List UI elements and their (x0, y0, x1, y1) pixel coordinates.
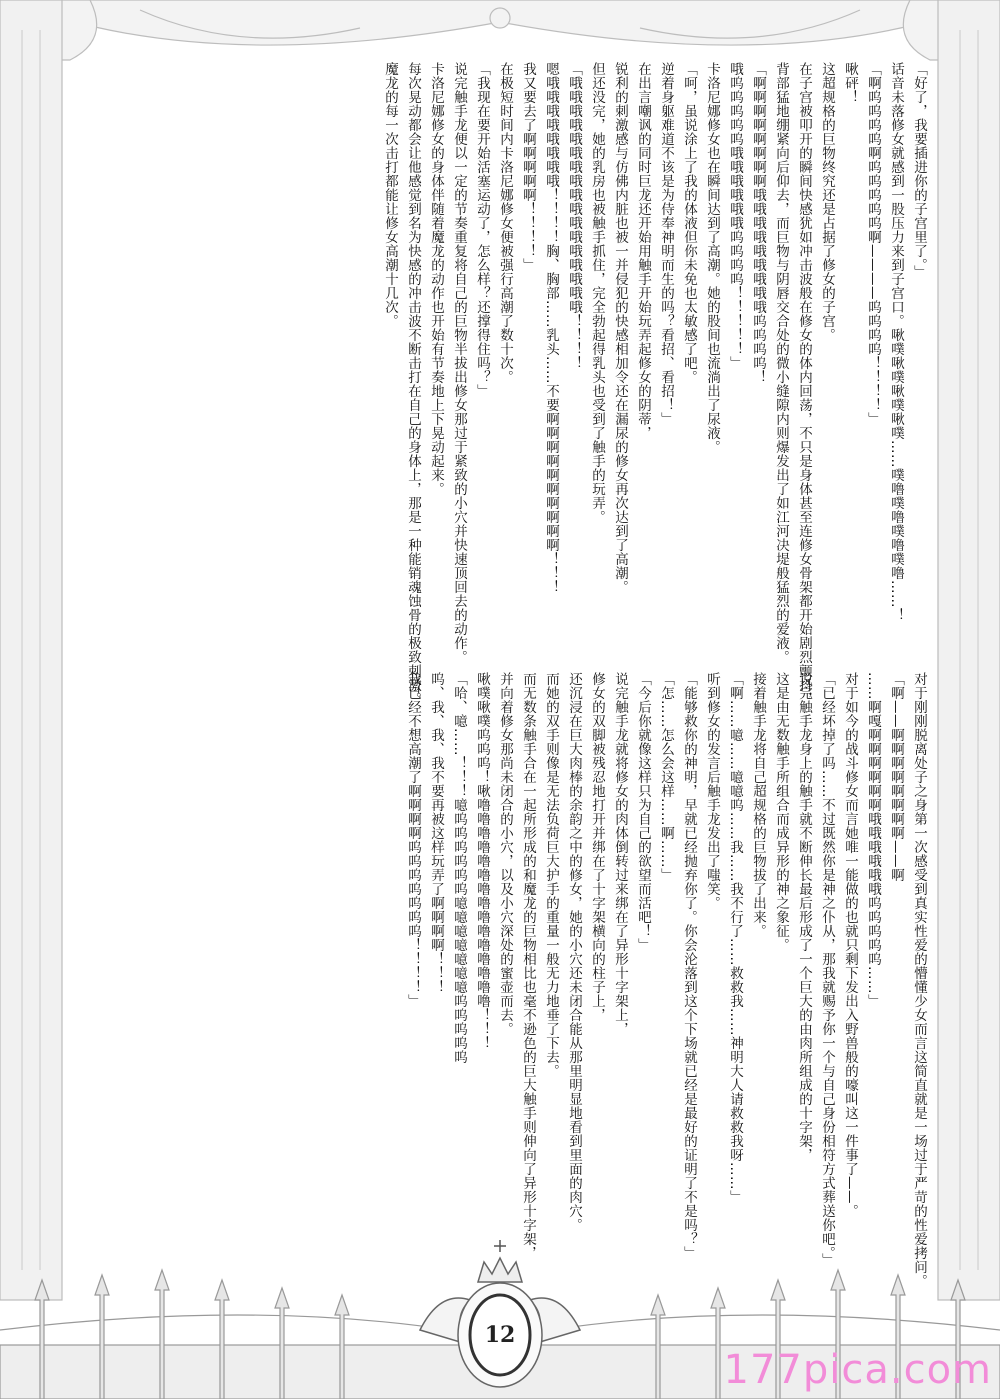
text-column: 「啊——啊啊啊啊啊啊啊啊——啊 (888, 672, 904, 882)
text-column: 「呵，虽说涂上了我的体液但你未免也太敏感了吧。 (681, 62, 697, 384)
text-column: 在极短时间内卡洛尼娜修女便被强行高潮了数十次。 (497, 62, 513, 384)
text-column: 话音未落修女就感到一股压力来到子宫口。啾噗啾噗啾噗啾噗……噗噜噗噜噗噜噗噜……！ (888, 62, 904, 622)
text-column: 接着触手龙将自己超规格的巨物拔了出来。 (750, 672, 766, 938)
text-column: 每次晃动都会让他感觉到名为快感的冲击波不断击打在自己的身体上，那是一种能销魂蚀骨的极致刺激。 (405, 62, 421, 706)
text-column: 但还没完，她的乳房也被触手抓住，完全勃起得乳头也受到了触手的玩弄。 (589, 62, 605, 524)
page-number: 12 (484, 1322, 516, 1348)
text-column: 卡洛尼娜修女的身体伴随着魔龙的动作也开始有节奏地上下晃动起来。 (428, 62, 444, 496)
text-column: 我已经不想高潮了啊啊啊啊呜呜呜呜呜呜呜！！！！」 (405, 672, 421, 1008)
text-column: 呜、我、我、我不要再被这样玩弄了啊啊啊啊！！！ (428, 672, 444, 994)
text-column: 「能够救你的神明，早就已经抛弃你了。你会沦落到这个下场就已经是最好的证明了不是吗？」 (681, 672, 697, 1260)
text-column: 在子宫被叩开的瞬间快感犹如冲击波般在修女的体内回荡，不只是身体甚至连修女骨架都开始剧烈颤抖， (796, 62, 812, 706)
text-column: ……啊嘎啊啊啊啊啊啊哦哦哦哦哦哦呜呜呜呜呜……」 (865, 672, 881, 1008)
watermark-text: 177pica.com (723, 1347, 992, 1393)
right-pillar (938, 0, 1000, 1300)
text-column: 「啊……噫……噫噫呜……我……我不行了……救救我……神明大人请救救我呀……」 (727, 672, 743, 1204)
top-curtain-decoration (60, 0, 940, 60)
text-column: 听到修女的发言后触手龙发出了嗤笑。 (704, 672, 720, 910)
text-column: 「我现在要开始活塞运动了，怎么样？还撑得住吗？」 (474, 62, 490, 398)
text-column: 逆着身躯难道不该是为侍奉神明而生的吗？看招、看招！」 (658, 62, 674, 426)
text-column: 说完触手龙便以一定的节奏重复将自己的巨物半拔出修女那过于紧致的小穴并快速顶回去的动作。 (451, 62, 467, 664)
text-column: 「哈、噫……！！！噫呜呜呜呜呜呜噫噫噫噫噫噫噫呜呜呜呜呜 (451, 672, 467, 1064)
text-column: 这是由无数触手所组合而成异形的神之象征。 (773, 672, 789, 952)
text-column: 背部猛地绷紧向后仰去，而巨物与阴唇交合处的微小缝隙内则爆发出了如江河决堤般猛烈的爱液。 (773, 62, 789, 664)
left-pillar (0, 0, 62, 1300)
text-block-top (108, 62, 928, 706)
text-column: 「啊啊啊啊啊啊啊啊哦哦哦哦哦哦哦哦哦呜呜呜呜！ (750, 62, 766, 384)
text-column: 「今后你就像这样只为自己的欲望而活吧！」 (635, 672, 651, 952)
text-column: 啾噗啾噗呜呜呜！啾噜噜噜噜噜噜噜噜噜噜噜噜噜噜噜！！！ (474, 672, 490, 1050)
text-column: 「已经坏掉了吗……不过既然你是神之仆从，那我就赐予你一个与自己身份相符方式葬送你吧。」 (819, 672, 835, 1268)
text-column: 啾砰！ (842, 62, 858, 104)
text-column: 在出言嘲讽的同时巨龙还开始用触手开始玩弄起修女的阴蒂， (635, 62, 651, 440)
text-column: 「怎……怎么会这样……啊……」 (658, 672, 674, 882)
text-column: 并向着修女那尚未闭合的小穴，以及小穴深处的蜜壶而去。 (497, 672, 513, 1036)
text-column: 还沉浸在巨大肉棒的余韵之中的修女，她的小穴还未闭合能从那里明显地看到里面的肉穴。 (566, 672, 582, 1232)
text-column: 修女的双脚被残忍地打开并绑在了十字架横向的柱子上， (589, 672, 605, 1022)
text-column: 对于刚刚脱离处子之身第一次感受到真实性爱的懵懂少女而言这简直就是一场过于严苛的性爱拷问。 (911, 672, 927, 1288)
text-column: 说完触手龙身上的触手就不断伸长最后形成了一个巨大的由肉所组成的十字架， (796, 672, 812, 1162)
text-column: 对于如今的战斗修女而言她唯一能做的也就只剩下发出入野兽般的嚎叫这一件事了——。 (842, 672, 858, 1218)
text-column: 锐利的刺激感与仿佛内脏也被一并侵犯的快感相加令还在漏尿的修女再次达到了高潮。 (612, 62, 628, 594)
text-column: 嗯哦哦哦哦哦哦哦哦！！！！胸、胸部……乳头……不要啊啊啊啊啊啊啊啊啊啊！！！ (543, 62, 559, 594)
text-column: 魔龙的每一次击打都能让修女高潮十几次。 (382, 62, 398, 328)
text-column: 「啊呜呜呜呜啊呜呜呜呜呜啊————呜呜呜呜！！！！」 (865, 62, 881, 426)
text-column: 这超规格的巨物终究还是占据了修女的子宫。 (819, 62, 835, 342)
text-block-bottom (140, 672, 928, 1288)
text-column: 我又要去了啊啊啊啊啊！！！！」 (520, 62, 536, 272)
text-column: 哦呜呜呜呜呜哦哦哦哦哦哦呜呜呜呜！！！！！」 (727, 62, 743, 370)
text-column: 「哦哦哦哦哦哦哦哦哦哦哦哦哦哦哦哦哦！！！！ (566, 62, 582, 370)
text-column: 而无数条触手合在一起所形成的和魔龙的巨物相比也毫不逊色的巨大触手则伸向了异形十字架， (520, 672, 536, 1260)
text-column: 「好了，我要插进你的子宫里了。」 (911, 62, 927, 280)
text-column: 卡洛尼娜修女也在瞬间达到了高潮。她的股间也流淌出了尿液。 (704, 62, 720, 454)
text-column: 而她的双手则像是无法负荷巨大护手的重量一般无力地垂了下去。 (543, 672, 559, 1078)
text-column: 说完触手龙就将修女的肉体倒转过来绑在了异形十字架上， (612, 672, 628, 1036)
